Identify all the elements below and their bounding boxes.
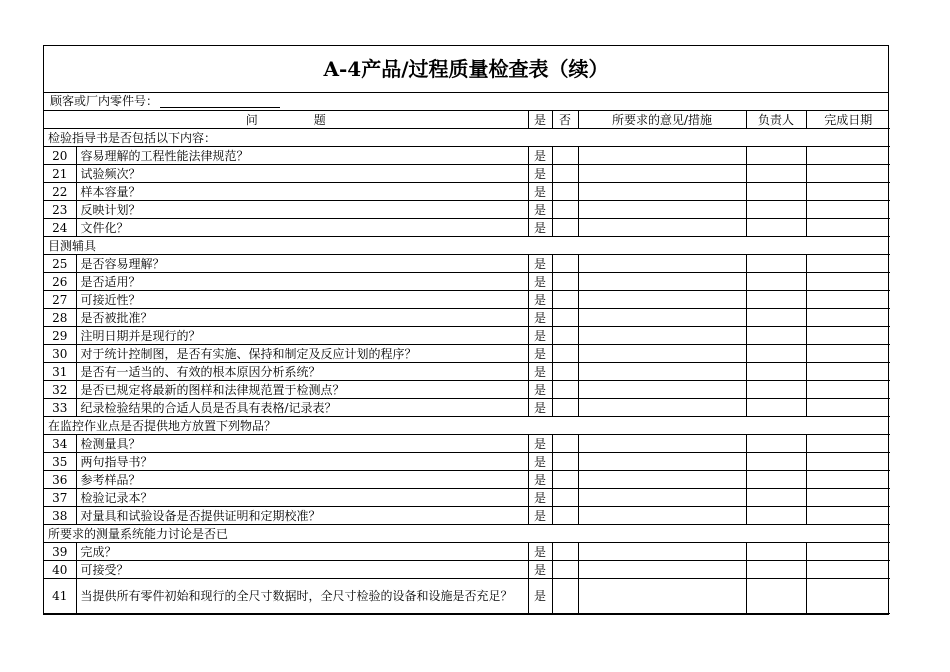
item-yes-cell[interactable]: 是: [528, 291, 552, 309]
item-owner-cell[interactable]: [746, 309, 806, 327]
item-date-cell[interactable]: [806, 165, 890, 183]
item-question: 可接近性？: [76, 291, 528, 309]
table-row: [44, 165, 890, 183]
item-yes-cell[interactable]: 是: [528, 471, 552, 489]
table-row: [44, 147, 890, 165]
item-yes-cell[interactable]: 是: [528, 453, 552, 471]
item-number: 31: [44, 363, 76, 381]
item-question: 注明日期并是现行的？: [76, 327, 528, 345]
item-owner-cell[interactable]: [746, 399, 806, 417]
table-row: [44, 363, 890, 381]
table-row: [44, 381, 890, 399]
item-date-cell[interactable]: [806, 435, 890, 453]
item-comment-cell[interactable]: [578, 201, 746, 219]
item-yes-cell[interactable]: 是: [528, 381, 552, 399]
item-date-cell[interactable]: [806, 399, 890, 417]
item-no-cell[interactable]: [552, 309, 578, 327]
item-no-cell[interactable]: [552, 147, 578, 165]
item-comment-cell[interactable]: [578, 147, 746, 165]
item-number: 21: [44, 165, 76, 183]
table-row: [44, 183, 890, 201]
item-yes-cell[interactable]: 是: [528, 435, 552, 453]
item-number: 30: [44, 345, 76, 363]
item-date-cell[interactable]: [806, 345, 890, 363]
item-date-cell[interactable]: [806, 309, 890, 327]
item-date-cell[interactable]: [806, 219, 890, 237]
item-comment-cell[interactable]: [578, 399, 746, 417]
header-comment: 所要求的意见/措施: [578, 111, 746, 129]
item-date-cell[interactable]: [806, 381, 890, 399]
item-question: 试验频次？: [76, 165, 528, 183]
item-no-cell[interactable]: [552, 201, 578, 219]
table-row: [44, 327, 890, 345]
item-owner-cell[interactable]: [746, 255, 806, 273]
item-number: 41: [44, 579, 76, 614]
item-question: 对于统计控制图，是否有实施、保持和制定及反应计划的程序？: [76, 345, 528, 363]
item-number: 29: [44, 327, 76, 345]
item-no-cell[interactable]: [552, 255, 578, 273]
item-no-cell[interactable]: [552, 435, 578, 453]
item-question: 是否有一适当的、有效的根本原因分析系统？: [76, 363, 528, 381]
item-date-cell[interactable]: [806, 579, 890, 614]
item-no-cell[interactable]: [552, 453, 578, 471]
item-yes-cell[interactable]: 是: [528, 507, 552, 525]
item-question: 两句指导书？: [76, 453, 528, 471]
item-owner-cell[interactable]: [746, 273, 806, 291]
item-date-cell[interactable]: [806, 201, 890, 219]
item-number: 34: [44, 435, 76, 453]
item-comment-cell[interactable]: [578, 219, 746, 237]
section-row: [44, 417, 890, 435]
table-row: [44, 399, 890, 417]
section-title: 目测辅具: [44, 237, 890, 255]
item-date-cell[interactable]: [806, 543, 890, 561]
section-title: 检验指导书是否包括以下内容：: [44, 129, 890, 147]
item-yes-cell[interactable]: 是: [528, 255, 552, 273]
item-no-cell[interactable]: [552, 579, 578, 614]
item-yes-cell[interactable]: 是: [528, 579, 552, 614]
item-yes-cell[interactable]: 是: [528, 363, 552, 381]
item-question: 反映计划？: [76, 201, 528, 219]
item-owner-cell[interactable]: [746, 291, 806, 309]
item-number: 28: [44, 309, 76, 327]
item-comment-cell[interactable]: [578, 327, 746, 345]
item-question: 当提供所有零件初始和现行的全尺寸数据时，全尺寸检验的设备和设施是否充足？: [76, 579, 528, 614]
item-yes-cell[interactable]: 是: [528, 489, 552, 507]
customer-part-blank[interactable]: [160, 95, 280, 108]
item-question: 是否被批准？: [76, 309, 528, 327]
item-yes-cell[interactable]: 是: [528, 345, 552, 363]
item-comment-cell[interactable]: [578, 543, 746, 561]
item-date-cell[interactable]: [806, 291, 890, 309]
item-comment-cell[interactable]: [578, 471, 746, 489]
table-row: [44, 579, 890, 614]
item-number: 33: [44, 399, 76, 417]
item-number: 37: [44, 489, 76, 507]
item-number: 25: [44, 255, 76, 273]
checklist-table: [44, 111, 890, 614]
item-comment-cell[interactable]: [578, 183, 746, 201]
item-comment-cell[interactable]: [578, 363, 746, 381]
item-number: 39: [44, 543, 76, 561]
item-owner-cell[interactable]: [746, 345, 806, 363]
item-comment-cell[interactable]: [578, 273, 746, 291]
section-row: [44, 237, 890, 255]
header-question: 问 题: [44, 111, 528, 129]
item-yes-cell[interactable]: 是: [528, 543, 552, 561]
item-date-cell[interactable]: [806, 489, 890, 507]
item-question: 是否容易理解？: [76, 255, 528, 273]
customer-part-field: [44, 93, 888, 111]
item-owner-cell[interactable]: [746, 435, 806, 453]
item-owner-cell[interactable]: [746, 561, 806, 579]
item-number: 24: [44, 219, 76, 237]
item-owner-cell[interactable]: [746, 471, 806, 489]
item-comment-cell[interactable]: [578, 381, 746, 399]
item-no-cell[interactable]: [552, 543, 578, 561]
item-no-cell[interactable]: [552, 273, 578, 291]
table-row: [44, 507, 890, 525]
item-yes-cell[interactable]: 是: [528, 399, 552, 417]
item-question: 纪录检验结果的合适人员是否具有表格/记录表？: [76, 399, 528, 417]
item-number: 35: [44, 453, 76, 471]
table-row: [44, 291, 890, 309]
item-comment-cell[interactable]: [578, 309, 746, 327]
item-comment-cell[interactable]: [578, 255, 746, 273]
item-owner-cell[interactable]: [746, 201, 806, 219]
section-title: 在监控作业点是否提供地方放置下列物品？: [44, 417, 890, 435]
item-number: 26: [44, 273, 76, 291]
item-question: 是否适用？: [76, 273, 528, 291]
item-number: 38: [44, 507, 76, 525]
inspection-sheet: [43, 45, 889, 615]
item-no-cell[interactable]: [552, 471, 578, 489]
table-row: [44, 471, 890, 489]
page-title: A-4产品/过程质量检查表（续）: [44, 46, 888, 93]
table-row: [44, 435, 890, 453]
item-yes-cell[interactable]: 是: [528, 183, 552, 201]
item-no-cell[interactable]: [552, 381, 578, 399]
item-question: 是否已规定将最新的图样和法律规范置于检测点？: [76, 381, 528, 399]
header-owner: 负责人: [746, 111, 806, 129]
item-no-cell[interactable]: [552, 219, 578, 237]
item-date-cell[interactable]: [806, 363, 890, 381]
table-row: [44, 489, 890, 507]
item-comment-cell[interactable]: [578, 291, 746, 309]
section-row: [44, 525, 890, 543]
table-row: [44, 453, 890, 471]
item-number: 20: [44, 147, 76, 165]
item-owner-cell[interactable]: [746, 507, 806, 525]
table-row: [44, 561, 890, 579]
item-question: 检测量具？: [76, 435, 528, 453]
item-date-cell[interactable]: [806, 147, 890, 165]
item-no-cell[interactable]: [552, 399, 578, 417]
item-comment-cell[interactable]: [578, 579, 746, 614]
item-comment-cell[interactable]: [578, 507, 746, 525]
item-comment-cell[interactable]: [578, 453, 746, 471]
item-yes-cell[interactable]: 是: [528, 561, 552, 579]
item-no-cell[interactable]: [552, 183, 578, 201]
item-date-cell[interactable]: [806, 327, 890, 345]
item-yes-cell[interactable]: 是: [528, 273, 552, 291]
item-number: 32: [44, 381, 76, 399]
item-comment-cell[interactable]: [578, 345, 746, 363]
item-yes-cell[interactable]: 是: [528, 165, 552, 183]
item-yes-cell[interactable]: 是: [528, 147, 552, 165]
item-comment-cell[interactable]: [578, 435, 746, 453]
item-number: 23: [44, 201, 76, 219]
item-question: 容易理解的工程性能法律规范？: [76, 147, 528, 165]
item-owner-cell[interactable]: [746, 579, 806, 614]
item-no-cell[interactable]: [552, 345, 578, 363]
item-owner-cell[interactable]: [746, 453, 806, 471]
item-owner-cell[interactable]: [746, 363, 806, 381]
item-date-cell[interactable]: [806, 273, 890, 291]
item-owner-cell[interactable]: [746, 147, 806, 165]
item-date-cell[interactable]: [806, 471, 890, 489]
item-question: 完成？: [76, 543, 528, 561]
customer-part-label: 顾客或厂内零件号：: [50, 94, 159, 108]
item-owner-cell[interactable]: [746, 183, 806, 201]
item-no-cell[interactable]: [552, 165, 578, 183]
item-owner-cell[interactable]: [746, 381, 806, 399]
item-owner-cell[interactable]: [746, 489, 806, 507]
section-row: [44, 129, 890, 147]
item-no-cell[interactable]: [552, 561, 578, 579]
item-number: 36: [44, 471, 76, 489]
section-title: 所要求的测量系统能力讨论是否已: [44, 525, 890, 543]
item-owner-cell[interactable]: [746, 327, 806, 345]
table-row: [44, 273, 890, 291]
item-question: 检验记录本？: [76, 489, 528, 507]
item-comment-cell[interactable]: [578, 561, 746, 579]
item-question: 样本容量？: [76, 183, 528, 201]
item-date-cell[interactable]: [806, 453, 890, 471]
table-row: [44, 219, 890, 237]
item-yes-cell[interactable]: 是: [528, 201, 552, 219]
item-no-cell[interactable]: [552, 291, 578, 309]
item-date-cell[interactable]: [806, 507, 890, 525]
item-yes-cell[interactable]: 是: [528, 219, 552, 237]
header-yes: 是: [528, 111, 552, 129]
item-number: 40: [44, 561, 76, 579]
item-question: 文件化？: [76, 219, 528, 237]
table-row: [44, 345, 890, 363]
header-date: 完成日期: [806, 111, 890, 129]
item-no-cell[interactable]: [552, 489, 578, 507]
item-date-cell[interactable]: [806, 561, 890, 579]
table-row: [44, 543, 890, 561]
header-no: 否: [552, 111, 578, 129]
item-date-cell[interactable]: [806, 255, 890, 273]
item-question: 参考样品？: [76, 471, 528, 489]
item-comment-cell[interactable]: [578, 165, 746, 183]
table-header: [44, 111, 890, 129]
item-number: 22: [44, 183, 76, 201]
item-no-cell[interactable]: [552, 507, 578, 525]
item-no-cell[interactable]: [552, 327, 578, 345]
item-owner-cell[interactable]: [746, 543, 806, 561]
item-yes-cell[interactable]: 是: [528, 309, 552, 327]
item-question: 可接受？: [76, 561, 528, 579]
item-question: 对量具和试验设备是否提供证明和定期校准？: [76, 507, 528, 525]
item-number: 27: [44, 291, 76, 309]
item-owner-cell[interactable]: [746, 219, 806, 237]
item-comment-cell[interactable]: [578, 489, 746, 507]
table-row: [44, 255, 890, 273]
item-date-cell[interactable]: [806, 183, 890, 201]
table-row: [44, 309, 890, 327]
item-yes-cell[interactable]: 是: [528, 327, 552, 345]
item-owner-cell[interactable]: [746, 165, 806, 183]
item-no-cell[interactable]: [552, 363, 578, 381]
table-row: [44, 201, 890, 219]
